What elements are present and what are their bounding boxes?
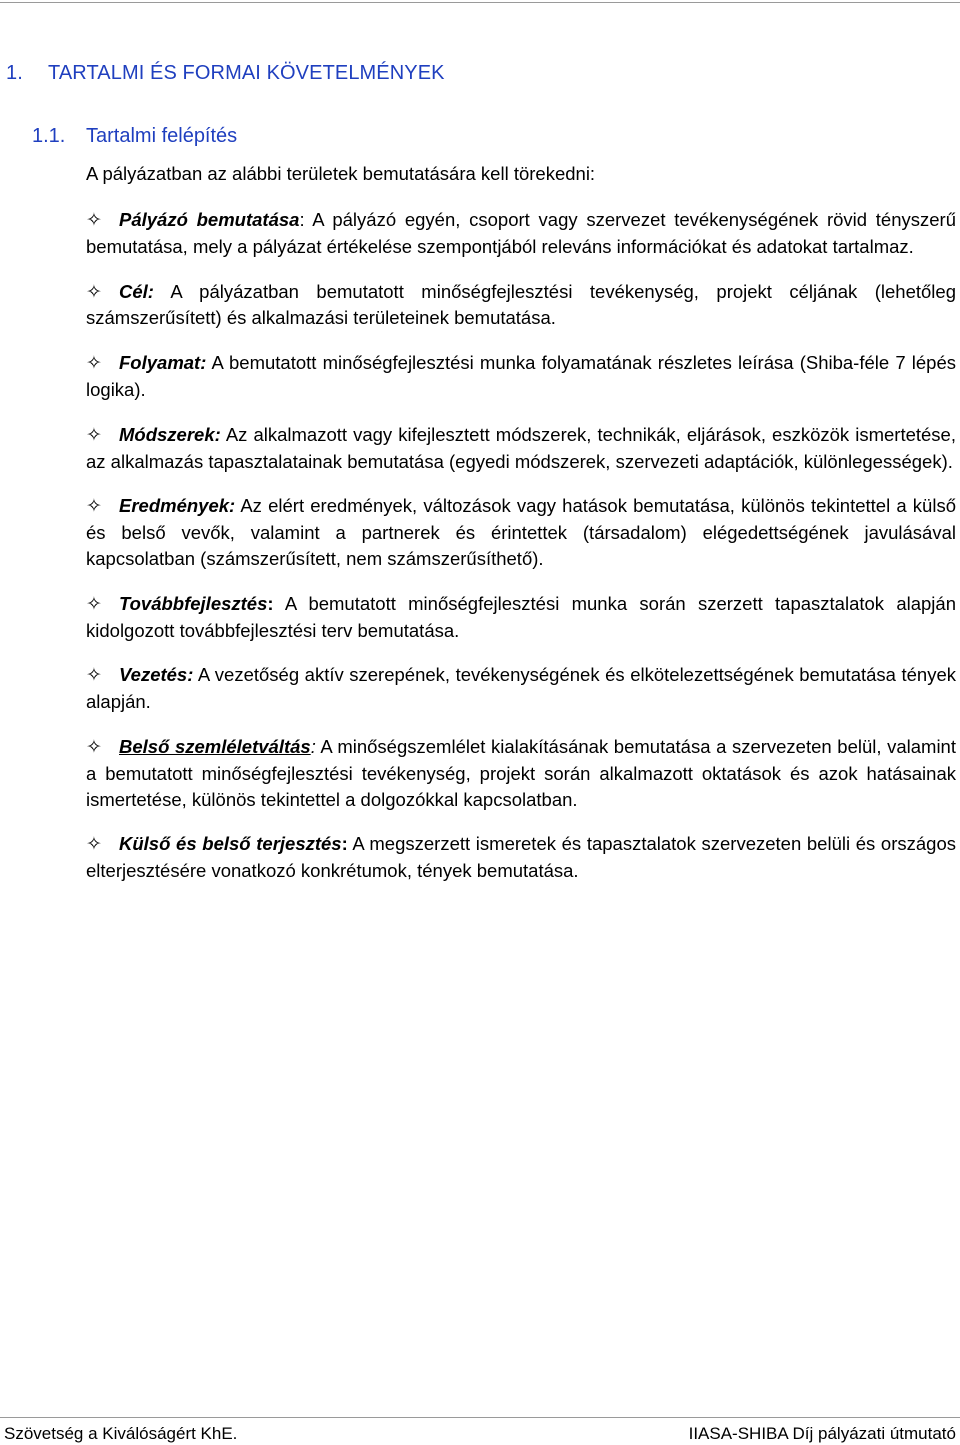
- section-heading: [6, 62, 445, 85]
- requirements-list: [86, 207, 956, 903]
- subsection-heading: [32, 125, 237, 148]
- intro-text: A pályázatban az alábbi területek bemutatására kell törekedni:: [86, 163, 596, 184]
- four-pointed-star-icon: ✧: [86, 735, 102, 758]
- item-text: A pályázatban bemutatott minőségfejlesztési tevékenység, projekt céljának (lehetőleg számszerűsített) és alkalmazási területeinek bemutatása.: [86, 280, 956, 329]
- subsection-title: Tartalmi felépítés: [86, 125, 238, 147]
- item-separator: :: [299, 209, 305, 230]
- item-term: Cél:: [119, 280, 154, 302]
- item-term: Külső és belső terjesztés: [119, 833, 342, 855]
- item-text: A bemutatott minőségfejlesztési munka folyamatának részletes leírása (Shiba-féle 7 lépés logika).: [86, 352, 956, 400]
- list-item-tovabbfejlesztes: [86, 591, 956, 644]
- section-number: 1.: [6, 62, 23, 84]
- four-pointed-star-icon: ✧: [86, 280, 102, 303]
- page-footer: [0, 1417, 960, 1443]
- list-item-palyazo: [86, 207, 956, 260]
- four-pointed-star-icon: ✧: [86, 592, 102, 615]
- four-pointed-star-icon: ✧: [86, 209, 102, 231]
- four-pointed-star-icon: ✧: [86, 495, 102, 518]
- list-item-vezetes: [86, 662, 956, 715]
- item-term: Folyamat:: [119, 352, 207, 374]
- item-text: A vezetőség aktív szerepének, tevékenységének és elkötelezettségének bemutatása tények alapján.: [86, 664, 956, 713]
- item-separator: :: [341, 833, 348, 855]
- item-term: Továbbfejlesztés: [119, 592, 268, 614]
- list-item-folyamat: [86, 350, 956, 403]
- item-text: Az alkalmazott vagy kifejlesztett módszerek, technikák, eljárások, eszközök ismertetése, az alkalmazás tapasztalatainak bemutatása (egyedi módszerek, szervezeti adaptációk, különlegességek).: [86, 423, 956, 472]
- item-separator: :: [310, 735, 316, 757]
- four-pointed-star-icon: ✧: [86, 664, 102, 687]
- four-pointed-star-icon: ✧: [86, 352, 102, 375]
- list-item-kulso-belso-terjesztes: [86, 831, 956, 884]
- item-term: Vezetés:: [119, 664, 194, 686]
- four-pointed-star-icon: ✧: [86, 423, 102, 446]
- item-text: A megszerzett ismeretek és tapasztalatok szervezeten belüli és országos elterjesztésére vonatkozó konkrétumok, tények bemutatása.: [86, 833, 956, 882]
- list-item-modszerek: [86, 422, 956, 475]
- footer-document-title: IIASA-SHIBA Díj pályázati útmutató: [688, 1424, 956, 1443]
- list-item-cel: [86, 279, 956, 332]
- item-term: Eredmények:: [119, 495, 236, 517]
- list-item-eredmenyek: [86, 493, 956, 571]
- item-text: A pályázó egyén, csoport vagy szervezet tevékenységének rövid tényszerű bemutatása, mely a pályázat értékelése szempontjából releváns információkat és adatokat tartalmaz.: [86, 209, 956, 257]
- subsection-number: 1.1.: [32, 125, 66, 147]
- item-term: Pályázó bemutatása: [119, 209, 300, 230]
- footer-organization: Szövetség a Kiválóságért KhE.: [4, 1424, 238, 1443]
- item-text: Az elért eredmények, változások vagy hatások bemutatása, különös tekintettel a külső és belső vevők, valamint a partnerek és érintettek (társadalom) elégedettségének javulásával kapcsolatban (számszerűsített, nem számszerűsíthető).: [86, 495, 956, 569]
- top-divider: [0, 2, 960, 3]
- item-term: Belső szemléletváltás: [119, 735, 311, 757]
- item-separator: :: [267, 592, 274, 614]
- section-title: TARTALMI ÉS FORMAI KÖVETELMÉNYEK: [48, 62, 445, 84]
- list-item-belso-szemleletvaltas: [86, 734, 956, 812]
- item-text: A minőségszemlélet kialakításának bemutatása a szervezeten belül, valamint a bemutatott minőségfejlesztési tevékenység, projekt során alkalmazott oktatások és azok hatásainak ismertetése, különös tekintettel a dolgozókkal kapcsolatban.: [86, 735, 956, 810]
- four-pointed-star-icon: ✧: [86, 833, 102, 856]
- item-text: A bemutatott minőségfejlesztési munka során szerzett tapasztalatok alapján kidolgozott továbbfejlesztési terv bemutatása.: [86, 592, 956, 641]
- item-term: Módszerek:: [119, 423, 221, 445]
